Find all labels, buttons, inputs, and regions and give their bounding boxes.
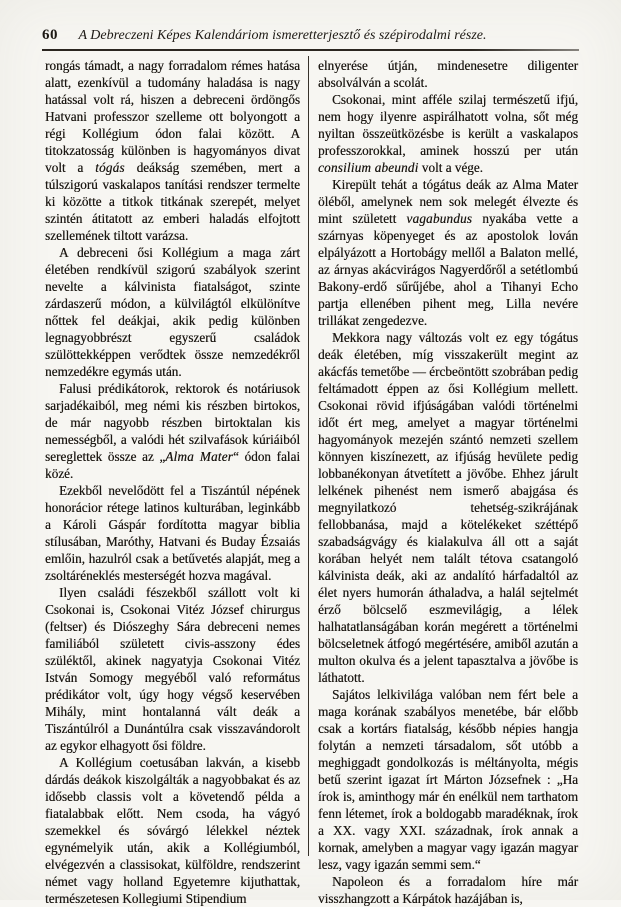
- text-run: Csokonai, mint afféle szilaj természetű ifjú, nem hogy ilyenre aspirálhatott volna, sőt még nyiltan összeütközésbe is került a vaskalapos professzorokkal, aminek hosszú per után: [318, 92, 578, 158]
- paragraph: [318, 57, 578, 91]
- left-column: [45, 57, 300, 907]
- paragraph: [318, 686, 578, 873]
- paragraph: [318, 91, 578, 176]
- paragraph: [318, 329, 578, 686]
- header-rule: [42, 49, 579, 51]
- text-run: elnyerése útján, mindenesetre diligenter absolválván a scolát.: [318, 58, 578, 90]
- text-run: volt a vége.: [418, 160, 483, 175]
- text-run: Ilyen családi fészekből szállott volt ki Csokonai is, Csokonai Vitéz József chirurgus (feltser) és Diószeghy Sára debreceni nemes familiából született civis-asszony édes szüléktől, akinek nagyatyja Csokonai Vitéz István Somogy megyéből való református prédikátor volt, úgy hogy végső keservében Mihály, mint hontalanná vált deák a Tiszántúlról a Dunántúlra csak visszavándorolt az egykor elhagyott ősi földre.: [45, 585, 300, 753]
- text-run: rongás támadt, a nagy forradalom rémes hatása alatt, ezenkívül a tudomány haladása is nagy hatással volt rá, hiszen a debreceni ördöngős Hatvani professzor szelleme ott bolyongott a régi Kollégium ódon falai között. A titokzatosság különben is hagyományos divat volt a: [45, 58, 300, 175]
- italic-run: Alma Mater: [165, 449, 233, 464]
- text-run: “ ódon falai közé.: [45, 449, 300, 481]
- paragraph: [45, 482, 300, 584]
- paragraph: [318, 176, 578, 329]
- text-run: Falusi prédikátorok, rektorok és notáriusok sarjadékaiból, meg némi kis részben birtokos, de már nagyobb részben birtoktalan kis nemességből, a valódi hét szilvafások kúriáiból sereglettek össze az „: [45, 381, 300, 464]
- text-run: Mekkora nagy változás volt ez egy tógátus deák életében, míg visszakerült megint az akácfás temetőbe — ércbeöntött szobrában pedig feltámadott éppen az ősi Kollégium mellett. Csokonai rövid ifjúságában valódi történelmi időt ért meg, amelyet a magyar történelmi hagyományok mezején szántó nemzeti szellem könnyen kiszínezett, az ifjúság hevülete pedig lobbanékonyan átvetített a jövőbe. Ehhez járult lelkének pihenést nem ismerő abajgása és megnyilatkozó tehetség-szikrájának fellobbanása, majd a kötelékeket széttépő szabadságvágy és kialakulva áll ott a saját korában helyét nem talált tétova csatangoló kálvinista deák, aki az andalító hárfadaltól az élet nyers humorán áthaladva, a halál sejtelmét érző bölcselő eszmevilágig, a lélek halhatatlanságában korán megérett a történelmi bölcseletnek átfogó megértésére, amiből azután a multon okulva és a jelent tapasztalva a jövőbe is láthatott.: [318, 330, 578, 685]
- paragraph: [45, 754, 300, 907]
- text-run: Kirepült tehát a tógátus deák az Alma Mater öléből, amelynek nem sok melegét élvezte és mint született: [318, 177, 578, 226]
- italic-run: vagabundus: [406, 211, 473, 226]
- text-run: Sajátos lelkivilága valóban nem fért bele a maga korának szabályos menetébe, bár előbb csak a kortárs fiatalság, később népies hangja folytán a nemzeti társadalom, sőt utóbb a meghiggadt gondolkozás is méltányolta, mégis betű szerint igazat írt Márton Józsefnek : „Ha írok is, aminthogy már én enélkül nem tarthatom fenn létemet, írok a boldogabb maradéknak, írok a XX. vagy XXI. századnak, írok annak a kornak, amelyben a magyar vagy igazán magyar lesz, vagy igazán semmi sem.“: [318, 687, 578, 872]
- paragraph: [45, 380, 300, 482]
- text-block: [45, 57, 578, 907]
- text-run: Ezekből nevelődött fel a Tiszántúl népének honorácior rétege latinos kulturában, leginkább a Károli Gáspár fordította magyar biblia stílusában, Maróthy, Hatvani és Buday Ézsaiás emlőin, hazulról csak a betűvetés alapját, meg a zsoltáréneklés mesterségét hozva magával.: [45, 483, 300, 583]
- text-run: A debreceni ősi Kollégium a maga zárt életében rendkívül szigorú szabályok szerint nevelte a kálvinista fiatalságot, szinte zárdaszerű módon, a külvilágtól elkülönítve nőttek fel deákjai, akik pedig különben legnagyobbrészt egyszerű családok szülöttekképpen verődtek össze nemzedékről nemzedékre egymás után.: [45, 245, 300, 379]
- text-run: deákság szemében, mert a túlszigorú vaskalapos tanítási rendszer termelte ki közötte a titkok titkának szerepét, melyet szintén átitatott az emberi haladás elfojtott szellemének tiltott varázsa.: [45, 160, 300, 243]
- italic-run: tógás: [95, 160, 125, 175]
- italic-run: consilium abeundi: [318, 160, 419, 175]
- paragraph: [45, 57, 300, 244]
- running-title: A Debreczeni Képes Kalendáriom ismeretterjesztő és szépirodalmi része.: [78, 28, 487, 43]
- right-column: [318, 57, 578, 907]
- paragraph: [45, 584, 300, 754]
- text-run: nyakába vette a szárnyas köpenyeget és az apostolok lován elpályázott a Hortobágy mellől a Balaton mellé, az árnyas akácvirágos Nagyerdőről a setétlombú Bakony-erdő sűrűjébe, ahol a Tihanyi Echo partja ellenében pihent meg, Lilla nevére trillákat zengedezve.: [318, 211, 578, 328]
- text-run: A Kollégium coetusában lakván, a kisebb dárdás deákok kiszolgálták a nagyobbakat és az idősebb classis volt a követendő példa a fiatalabbak előtt. Nem csoda, ha vágyó szemekkel és sóvárgó lélekkel néztek egynémelyik után, akik a Kollégiumból, elvégezvén a classisokat, külföldre, rendszerint német vagy holland Egyetemre kijuthattak, természetesen Kollegiumi Stipendium: [45, 755, 300, 906]
- paragraph: [318, 873, 578, 907]
- page-number: 60: [42, 27, 58, 43]
- text-run: Napoleon és a forradalom híre már visszhangzott a Kárpátok hazájában is,: [318, 874, 578, 906]
- page-header: [42, 27, 577, 44]
- paragraph: [45, 244, 300, 380]
